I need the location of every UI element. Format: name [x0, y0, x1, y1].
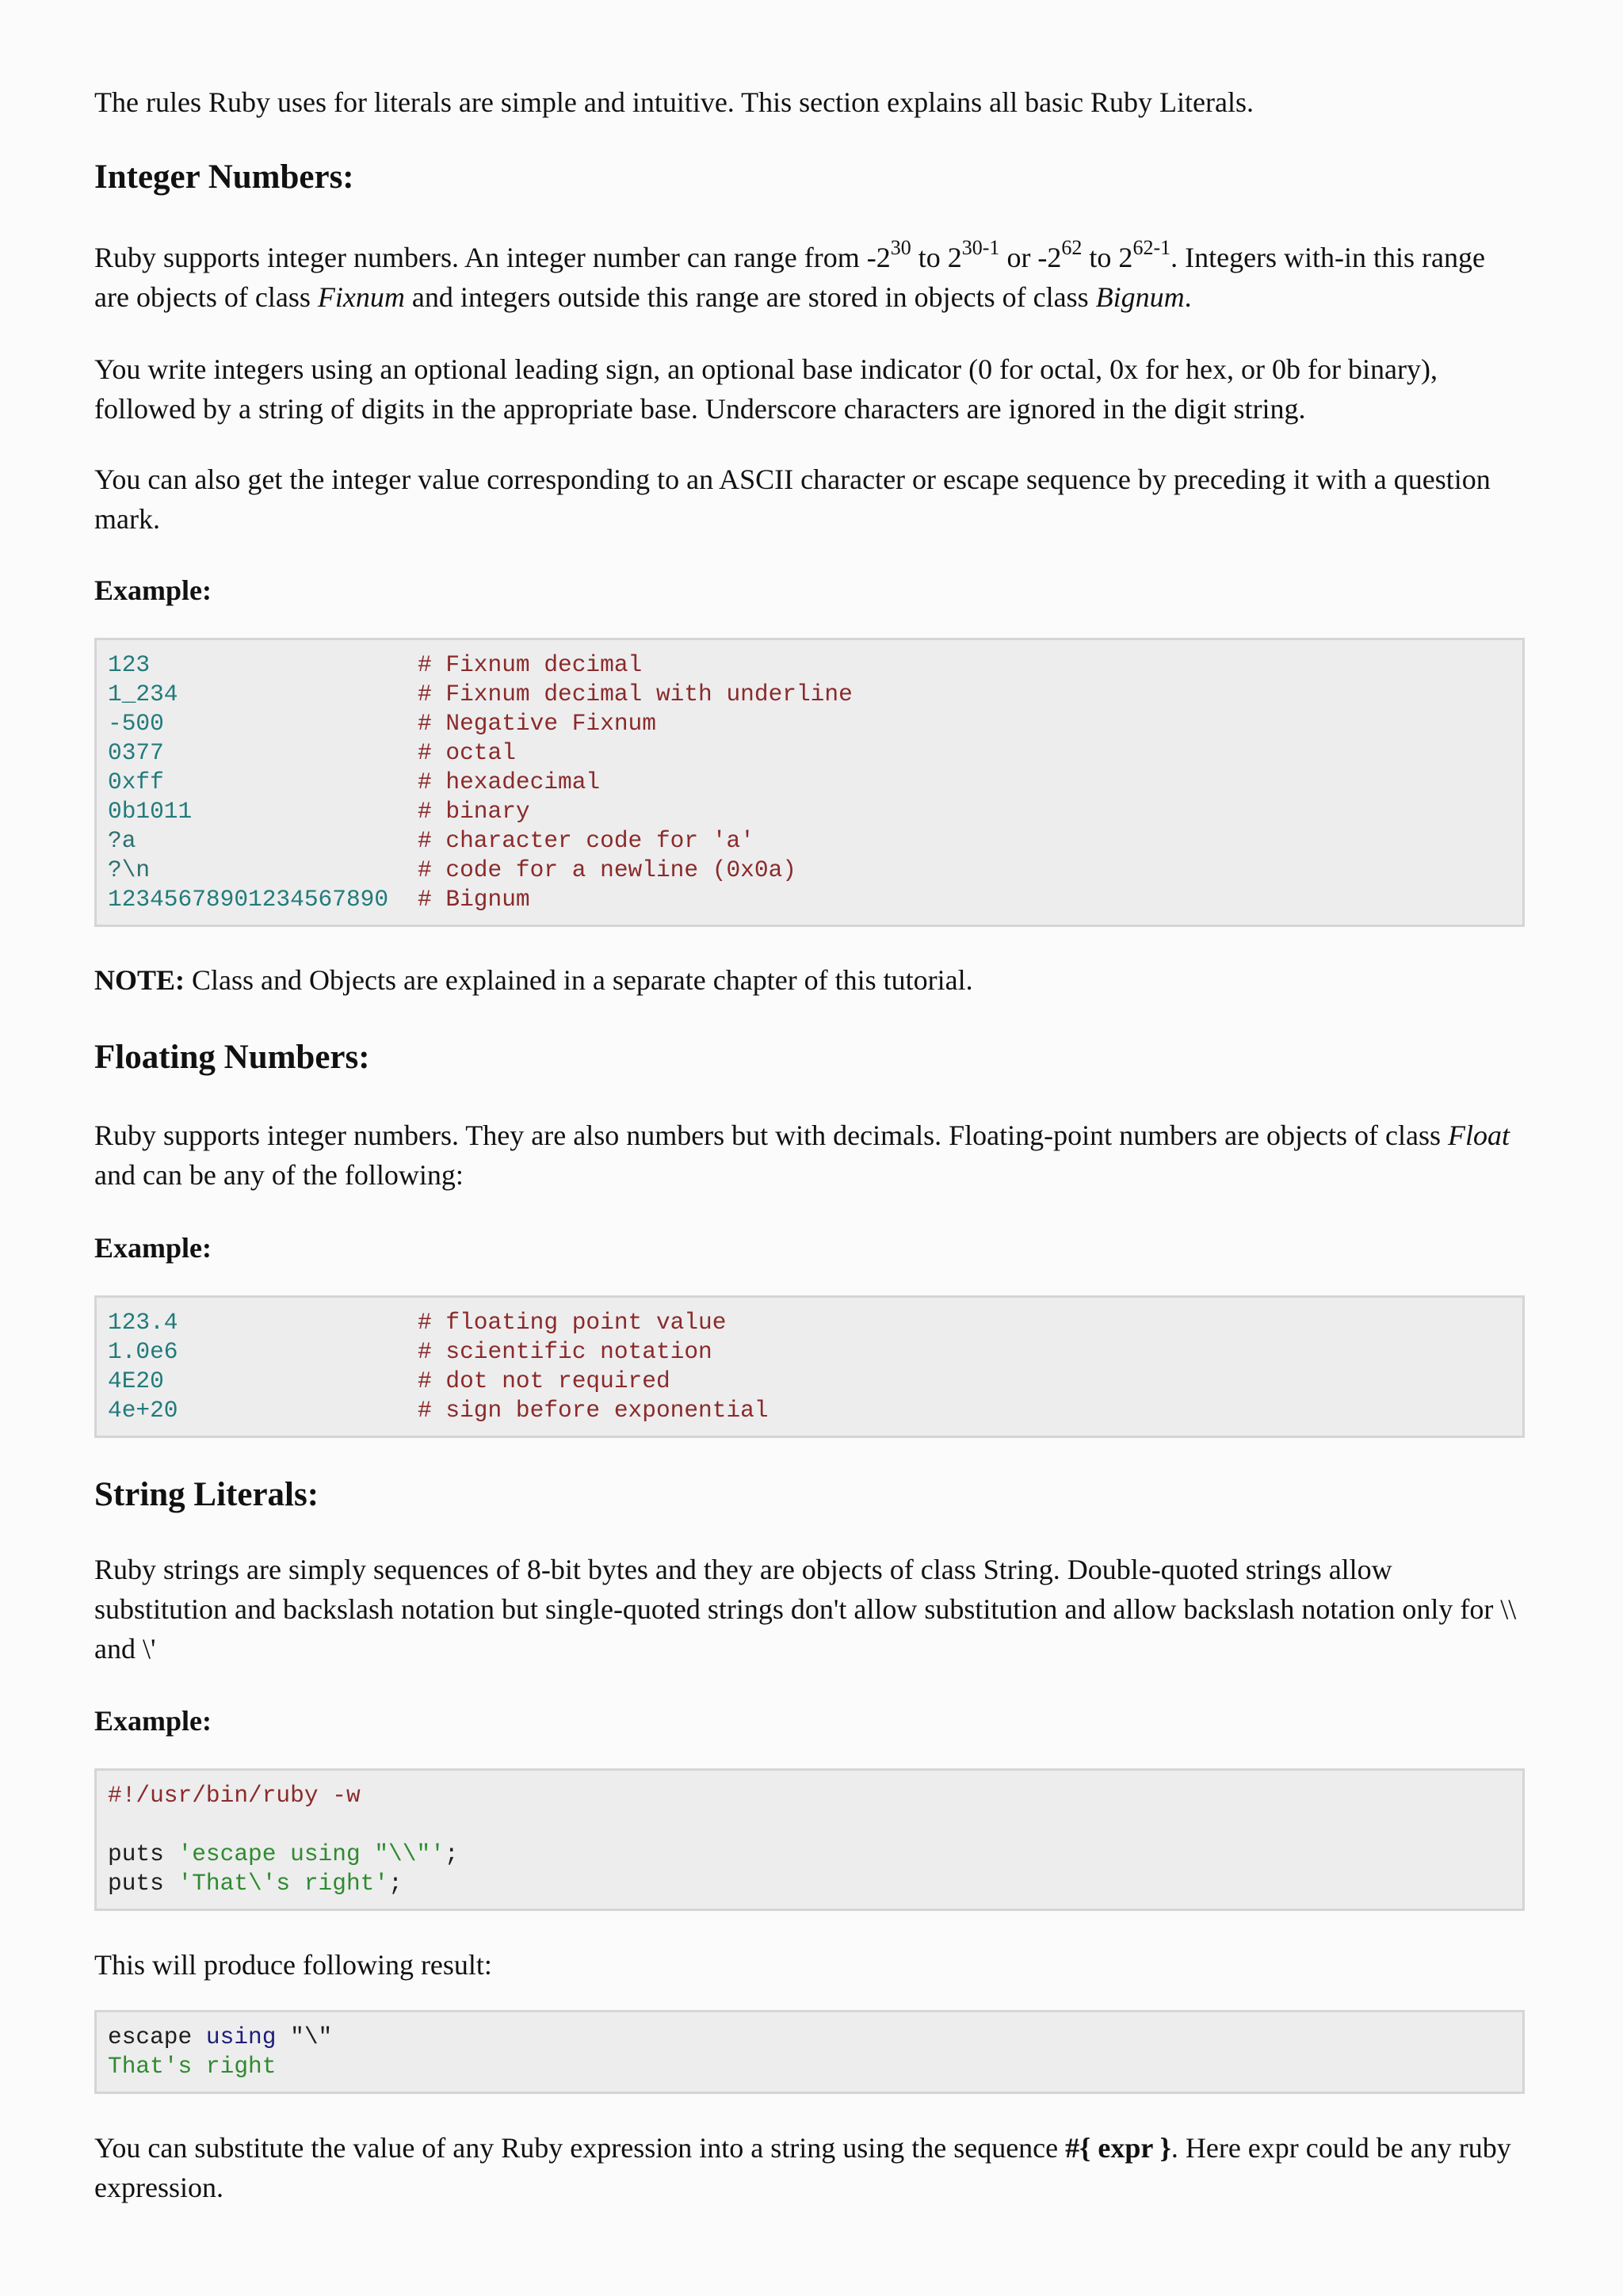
string-heading: String Literals:: [94, 1476, 319, 1513]
integer-example-label: Example:: [94, 574, 212, 606]
code-line: 123 # Fixnum decimal: [108, 651, 643, 678]
floating-heading: Floating Numbers:: [94, 1039, 370, 1076]
code-line: ?\n # code for a newline (0x0a): [108, 856, 796, 883]
result-label: This will produce following result:: [94, 1949, 492, 1981]
code-line: 0377 # octal: [108, 739, 516, 766]
note-paragraph: NOTE: Class and Objects are explained in a separate chapter of this tutorial.: [94, 964, 973, 996]
code-line: 0b1011 # binary: [108, 798, 530, 825]
integer-paragraph-2: You write integers using an optional leading sign, an optional base indicator (0 for octal, 0x for hex, or 0b for binary), followed by a string of digits in the appropriate base. Underscore characters are ignored in the digit string.: [94, 353, 1438, 425]
output-line: That's right: [108, 2053, 277, 2080]
floating-example-label: Example:: [94, 1232, 212, 1264]
floating-paragraph: Ruby supports integer numbers. They are also numbers but with decimals. Floating-point numbers are objects of class Float and can be any of the following:: [94, 1119, 1510, 1191]
code-line: ?a # character code for 'a': [108, 827, 754, 854]
integer-paragraph-1: Ruby supports integer numbers. An integer number can range from $-2^{30}$ to 2$^{30-1}$ or $-2^{62}$ to 2$^{62-1}$. Integers with-in this range are objects of class Fixnum and integers outside this range are stored in objects of class Bignum.: [94, 236, 1486, 313]
string-paragraph: Ruby strings are simply sequences of 8-bit bytes and they are objects of class String. Double-quoted strings allow substitution and backslash notation but single-quoted strings don't allow substitution and allow backslash notation only for \\ and \': [94, 1554, 1517, 1665]
code-line: 12345678901234567890 # Bignum: [108, 886, 530, 913]
intro-paragraph: The rules Ruby uses for literals are simple and intuitive. This section explains all basic Ruby Literals.: [94, 86, 1254, 118]
code-line: 0xff # hexadecimal: [108, 769, 601, 795]
string-code-block: [94, 1768, 1525, 1911]
note-label: NOTE:: [94, 964, 185, 996]
code-line: puts 'escape using "\\"';: [108, 1840, 459, 1867]
output-line: escape using "\": [108, 2023, 333, 2050]
substitution-paragraph: You can substitute the value of any Ruby expression into a string using the sequence #{ expr }. Here expr could be any ruby expression.: [94, 2132, 1511, 2203]
code-line: puts 'That\'s right';: [108, 1870, 403, 1897]
integer-paragraph-3: You can also get the integer value corresponding to an ASCII character or escape sequence by preceding it with a question mark.: [94, 463, 1491, 535]
string-example-label: Example:: [94, 1705, 212, 1737]
code-line: #!/usr/bin/ruby -w: [108, 1782, 361, 1809]
integer-heading: Integer Numbers:: [94, 158, 354, 196]
code-line: 123.4 # floating point value: [108, 1309, 727, 1336]
code-line: 1_234 # Fixnum decimal with underline: [108, 681, 853, 707]
code-line: 1.0e6 # scientific notation: [108, 1338, 712, 1365]
code-line: 4E20 # dot not required: [108, 1367, 670, 1394]
code-line: 4e+20 # sign before exponential: [108, 1397, 769, 1424]
floating-code-block: [94, 1295, 1525, 1438]
integer-code-block: [94, 638, 1525, 927]
code-line: -500 # Negative Fixnum: [108, 710, 656, 737]
result-output-block: [94, 2010, 1525, 2094]
